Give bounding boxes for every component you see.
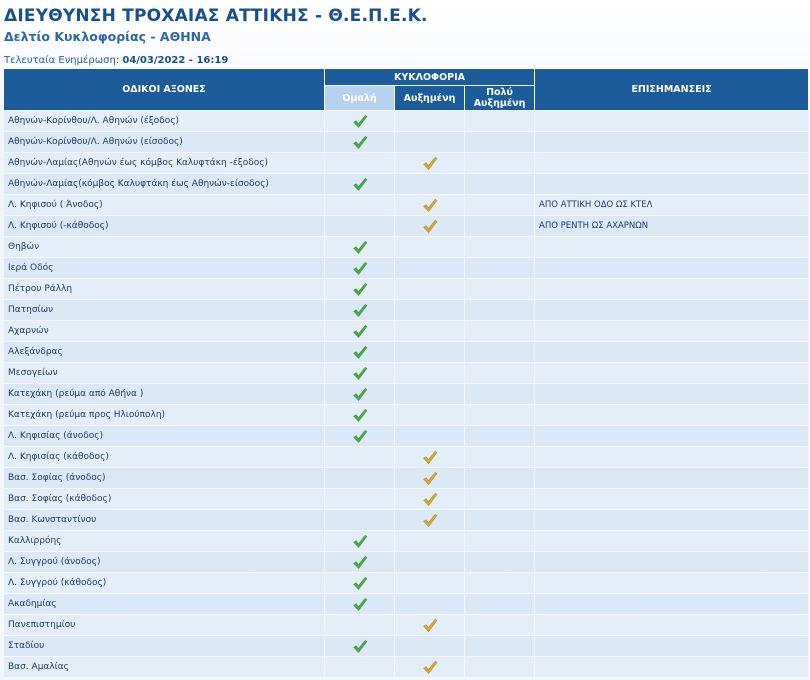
road-note [535,573,808,593]
header-level-increased: Αυξημένη [395,86,464,110]
road-name: Αθηνών-Λαμίας(κόμβος Καλυφτάκη έως Αθηνών-είσοδος) [4,174,324,194]
traffic-cell-increased [395,447,464,467]
traffic-cell-very-increased [465,279,534,299]
road-note [535,300,808,320]
traffic-cell-very-increased [465,405,534,425]
traffic-cell-increased [395,216,464,236]
table-row [4,321,808,341]
check-icon [422,621,438,631]
traffic-cell-normal [325,174,394,194]
traffic-cell-normal [325,300,394,320]
road-name: Ακαδημίας [4,594,324,614]
road-name: Λ. Κηφισίας (άνοδος) [4,426,324,446]
road-name: Λ. Κηφισού ( Άνοδος) [4,195,324,215]
road-name: Θηβών [4,237,324,257]
traffic-cell-very-increased [465,237,534,257]
road-name: Λ. Κηφισίας (κάθοδος) [4,447,324,467]
traffic-cell-very-increased [465,111,534,131]
check-icon [352,600,368,610]
traffic-rows [4,111,808,677]
road-name: Αθηνών-Κορίνθου/Λ. Αθηνών (έξοδος) [4,111,324,131]
traffic-cell-normal [325,363,394,383]
traffic-cell-normal [325,237,394,257]
table-row [4,111,808,131]
traffic-cell-very-increased [465,132,534,152]
traffic-cell-increased [395,132,464,152]
traffic-cell-normal [325,636,394,656]
road-note [535,279,808,299]
traffic-cell-normal [325,321,394,341]
traffic-cell-increased [395,384,464,404]
traffic-cell-increased [395,468,464,488]
header-level-very-increased: Πολύ Αυξημένη [465,86,534,110]
road-note [535,468,808,488]
traffic-cell-very-increased [465,510,534,530]
table-row [4,552,808,572]
table-row [4,573,808,593]
table-row [4,237,808,257]
traffic-cell-very-increased [465,615,534,635]
traffic-cell-normal [325,657,394,677]
road-note [535,426,808,446]
table-row [4,447,808,467]
check-icon [422,663,438,673]
traffic-cell-increased [395,510,464,530]
traffic-cell-normal [325,531,394,551]
check-icon [352,411,368,421]
traffic-cell-very-increased [465,384,534,404]
traffic-cell-increased [395,573,464,593]
road-name: Πέτρου Ράλλη [4,279,324,299]
traffic-cell-increased [395,174,464,194]
road-note [535,636,808,656]
traffic-cell-normal [325,489,394,509]
traffic-cell-normal [325,510,394,530]
table-row [4,510,808,530]
traffic-cell-increased [395,153,464,173]
table-row [4,489,808,509]
road-note [535,615,808,635]
traffic-cell-very-increased [465,594,534,614]
traffic-cell-normal [325,405,394,425]
traffic-cell-increased [395,258,464,278]
header-notes: ΕΠΙΣΗΜΑΝΣΕΙΣ [535,69,808,110]
table-row [4,531,808,551]
traffic-cell-increased [395,636,464,656]
traffic-cell-normal [325,384,394,404]
table-row [4,426,808,446]
road-name: Σταδίου [4,636,324,656]
traffic-cell-normal [325,447,394,467]
check-icon [352,390,368,400]
road-name: Βασ. Αμαλίας [4,657,324,677]
road-note [535,531,808,551]
traffic-cell-normal [325,279,394,299]
last-updated [0,45,810,68]
check-icon [352,642,368,652]
traffic-cell-very-increased [465,258,534,278]
road-name: Βασ. Κωνσταντίνου [4,510,324,530]
traffic-cell-very-increased [465,342,534,362]
road-note [535,237,808,257]
traffic-cell-very-increased [465,636,534,656]
road-name: Πανεπιστημίου [4,615,324,635]
check-icon [422,159,438,169]
traffic-cell-increased [395,363,464,383]
road-note [535,489,808,509]
road-name: Λ. Συγγρού (άνοδος) [4,552,324,572]
traffic-cell-normal [325,594,394,614]
traffic-cell-very-increased [465,153,534,173]
table-row [4,594,808,614]
traffic-cell-very-increased [465,531,534,551]
traffic-cell-very-increased [465,552,534,572]
road-name: Λ. Κηφισού (-κάθοδος) [4,216,324,236]
traffic-cell-increased [395,300,464,320]
table-row [4,615,808,635]
road-name: Κατεχάκη (ρεύμα από Αθήνα ) [4,384,324,404]
check-icon [352,264,368,274]
road-note [535,342,808,362]
check-icon [422,516,438,526]
traffic-cell-increased [395,279,464,299]
check-icon [352,327,368,337]
traffic-table [3,68,809,678]
traffic-cell-very-increased [465,657,534,677]
traffic-cell-very-increased [465,216,534,236]
check-icon [352,138,368,148]
traffic-cell-increased [395,195,464,215]
road-name: Αθηνών-Λαμίας(Αθηνών έως κόμβος Καλυφτάκη -έξοδος) [4,153,324,173]
traffic-cell-very-increased [465,447,534,467]
traffic-cell-normal [325,468,394,488]
table-row [4,174,808,194]
traffic-cell-increased [395,657,464,677]
check-icon [422,222,438,232]
traffic-cell-normal [325,426,394,446]
traffic-cell-normal [325,216,394,236]
road-note [535,447,808,467]
traffic-cell-normal [325,195,394,215]
table-row [4,153,808,173]
table-row [4,216,808,236]
page-title: ΔΙΕΥΘΥΝΣΗ ΤΡΟΧΑΙΑΣ ΑΤΤΙΚΗΣ - Θ.Ε.Π.Ε.Κ. [4,6,428,26]
traffic-cell-increased [395,615,464,635]
traffic-cell-normal [325,153,394,173]
road-name: Αχαρνών [4,321,324,341]
road-note [535,405,808,425]
road-note [535,594,808,614]
road-name: Μεσογείων [4,363,324,383]
traffic-cell-increased [395,237,464,257]
road-name: Βασ. Σοφίας (κάθοδος) [4,489,324,509]
road-note [535,174,808,194]
road-note [535,657,808,677]
header-traffic: ΚΥΚΛΟΦΟΡΙΑ [325,69,534,85]
traffic-cell-increased [395,405,464,425]
check-icon [352,285,368,295]
road-note [535,132,808,152]
road-name: Καλλιρρόης [4,531,324,551]
table-row [4,384,808,404]
road-name: Κατεχάκη (ρεύμα προς Ηλιούπολη) [4,405,324,425]
last-updated-value: 04/03/2022 - 16:19 [122,55,229,66]
check-icon [352,306,368,316]
traffic-cell-increased [395,594,464,614]
traffic-cell-very-increased [465,489,534,509]
road-note [535,321,808,341]
traffic-cell-very-increased [465,174,534,194]
check-icon [352,348,368,358]
table-row [4,468,808,488]
traffic-cell-increased [395,426,464,446]
road-name: Βασ. Σοφίας (άνοδος) [4,468,324,488]
check-icon [352,558,368,568]
table-row [4,342,808,362]
check-icon [422,453,438,463]
traffic-cell-very-increased [465,573,534,593]
road-note [535,153,808,173]
check-icon [422,495,438,505]
table-row [4,636,808,656]
check-icon [422,474,438,484]
table-row [4,405,808,425]
check-icon [352,180,368,190]
road-note [535,552,808,572]
traffic-cell-increased [395,552,464,572]
table-row [4,195,808,215]
traffic-cell-normal [325,342,394,362]
traffic-cell-increased [395,531,464,551]
last-updated-label: Τελευταία Ενημέρωση: [4,55,120,66]
check-icon [352,579,368,589]
road-note [535,111,808,131]
table-row [4,279,808,299]
road-name: Αλεξάνδρας [4,342,324,362]
table-row [4,657,808,677]
traffic-cell-very-increased [465,468,534,488]
table-row [4,132,808,152]
page-subtitle: Δελτίο Κυκλοφορίας - ΑΘΗΝΑ [4,29,211,44]
traffic-cell-increased [395,342,464,362]
traffic-cell-very-increased [465,426,534,446]
traffic-cell-very-increased [465,195,534,215]
traffic-cell-normal [325,258,394,278]
check-icon [352,243,368,253]
header-roads: ΟΔΙΚΟΙ ΑΞΟΝΕΣ [4,69,324,110]
traffic-cell-very-increased [465,363,534,383]
traffic-cell-increased [395,111,464,131]
traffic-cell-normal [325,615,394,635]
check-icon [352,537,368,547]
traffic-cell-normal [325,573,394,593]
road-note: ΑΠΟ ΑΤΤΙΚΗ ΟΔΟ ΩΣ ΚΤΕΛ [535,195,808,215]
check-icon [352,117,368,127]
road-note [535,510,808,530]
table-row [4,300,808,320]
road-note [535,363,808,383]
traffic-cell-normal [325,132,394,152]
traffic-cell-very-increased [465,321,534,341]
check-icon [352,369,368,379]
traffic-cell-normal [325,111,394,131]
road-name: Ιερά Οδός [4,258,324,278]
road-note [535,384,808,404]
road-name: Πατησίων [4,300,324,320]
table-row [4,258,808,278]
road-name: Αθηνών-Κορίνθου/Λ. Αθηνών (είσοδος) [4,132,324,152]
check-icon [352,432,368,442]
traffic-cell-increased [395,489,464,509]
traffic-cell-normal [325,552,394,572]
traffic-cell-increased [395,321,464,341]
header-level-normal: Ομαλή [325,86,394,110]
road-name: Λ. Συγγρού (κάθοδος) [4,573,324,593]
table-row [4,363,808,383]
traffic-cell-very-increased [465,300,534,320]
check-icon [422,201,438,211]
road-note [535,258,808,278]
road-note: ΑΠΟ ΡΕΝΤΗ ΩΣ ΑΧΑΡΝΩΝ [535,216,808,236]
